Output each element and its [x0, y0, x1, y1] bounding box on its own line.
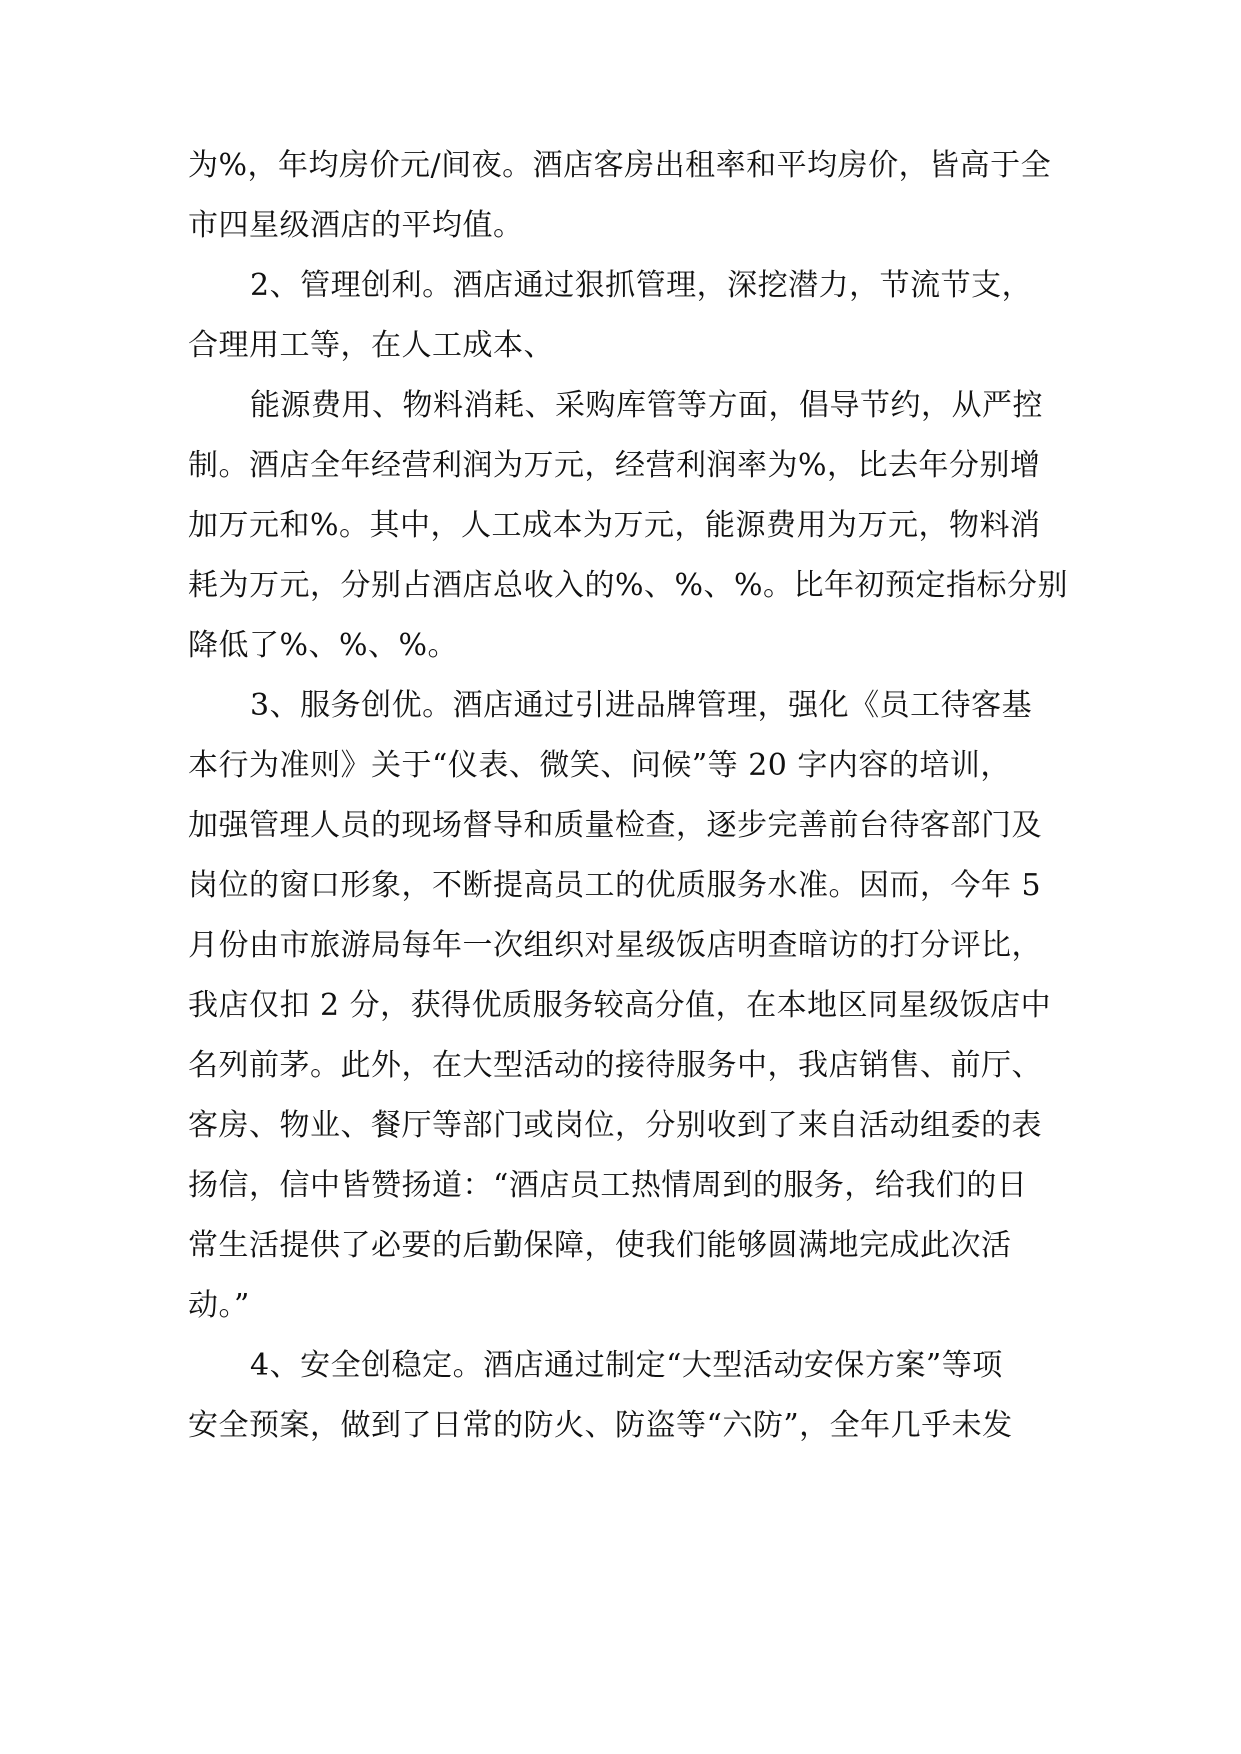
text-line: 制。酒店全年经营利润为万元，经营利润率为%，比去年分别增: [188, 448, 1041, 483]
text-line: 加万元和%。其中，人工成本为万元，能源费用为万元，物料消: [188, 508, 1041, 543]
paragraph-start-line: 2、管理创利。酒店通过狠抓管理，深挖潜力，节流节支，: [250, 268, 1033, 303]
text-line: 安全预案，做到了日常的防火、防盗等“六防”，全年几乎未发: [188, 1408, 1013, 1443]
text-line: 市四星级酒店的平均值。: [188, 208, 524, 243]
text-line: 加强管理人员的现场督导和质量检查，逐步完善前台待客部门及: [188, 808, 1042, 843]
paragraph-start-line: 4、安全创稳定。酒店通过制定“大型活动安保方案”等项: [250, 1348, 1003, 1383]
text-line: 扬信，信中皆赞扬道：“酒店员工热情周到的服务，给我们的日: [188, 1168, 1028, 1203]
paragraph-start-line: 3、服务创优。酒店通过引进品牌管理，强化《员工待客基: [250, 688, 1033, 723]
text-line: 客房、物业、餐厅等部门或岗位，分别收到了来自活动组委的表: [188, 1108, 1042, 1143]
text-line: 岗位的窗口形象，不断提高员工的优质服务水准。因而，今年 5: [188, 868, 1042, 903]
text-line: 合理用工等，在人工成本、: [188, 328, 554, 363]
text-line: 为%，年均房价元/间夜。酒店客房出租率和平均房价，皆高于全: [188, 148, 1052, 183]
text-line: 名列前茅。此外，在大型活动的接待服务中，我店销售、前厅、: [188, 1048, 1042, 1083]
text-line: 本行为准则》关于“仪表、微笑、问候”等 20 字内容的培训，: [188, 748, 1011, 783]
text-line: 月份由市旅游局每年一次组织对星级饭店明查暗访的打分评比，: [188, 928, 1042, 963]
text-line: 降低了%、%、%。: [188, 628, 459, 663]
paragraph-start-line: 能源费用、物料消耗、采购库管等方面，倡导节约，从严控: [250, 388, 1043, 423]
text-line: 动。”: [188, 1288, 250, 1323]
text-line: 常生活提供了必要的后勤保障，使我们能够圆满地完成此次活: [188, 1228, 1012, 1263]
text-line: 我店仅扣 2 分，获得优质服务较高分值，在本地区同星级饭店中: [188, 988, 1052, 1023]
text-line: 耗为万元，分别占酒店总收入的%、%、%。比年初预定指标分别: [188, 568, 1069, 603]
